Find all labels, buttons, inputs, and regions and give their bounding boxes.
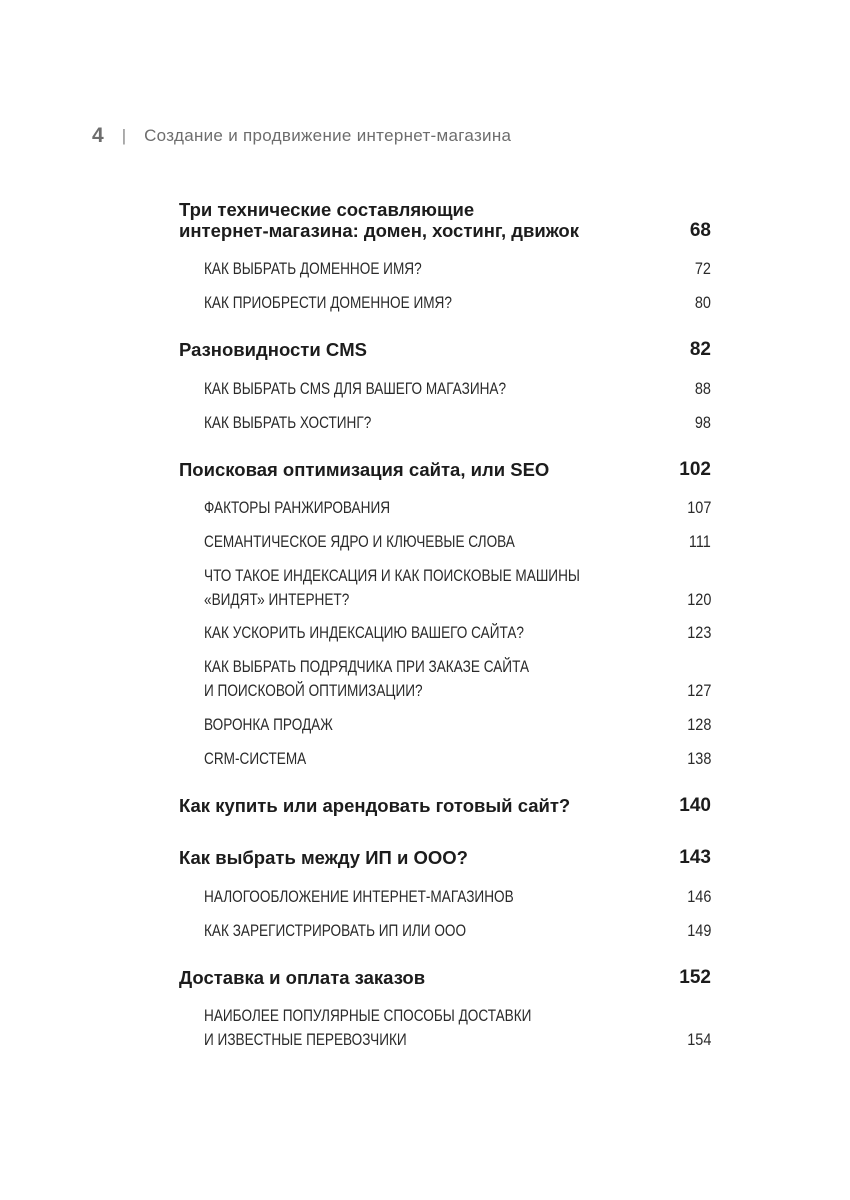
- toc-chapter-title: [179, 795, 711, 816]
- toc-section[interactable]: [204, 291, 711, 315]
- toc-chapter-title: [179, 847, 711, 868]
- toc-title-line: ВОРОНКА ПРОДАЖ: [204, 715, 333, 734]
- toc-section[interactable]: [204, 564, 711, 612]
- toc-section[interactable]: [204, 713, 711, 737]
- toc-section-title: [204, 496, 610, 520]
- toc-title-line: Поисковая оптимизация сайта, или SEO: [179, 459, 550, 480]
- toc-page-number: 154: [686, 1030, 711, 1049]
- toc-section-title: [204, 713, 610, 737]
- toc-chapter[interactable]: [179, 459, 711, 480]
- toc-page-number: 127: [686, 681, 711, 700]
- toc-title-line: И ПОИСКОВОЙ ОПТИМИЗАЦИИ?: [204, 681, 423, 700]
- toc-section-title: [204, 621, 610, 645]
- toc-page-number: 152: [679, 967, 711, 988]
- toc-section-title: [204, 291, 610, 315]
- toc-title-line: ФАКТОРЫ РАНЖИРОВАНИЯ: [204, 498, 391, 517]
- toc-title-line: И ИЗВЕСТНЫЕ ПЕРЕВОЗЧИКИ: [204, 1030, 407, 1049]
- toc-page-number: 111: [689, 532, 711, 551]
- toc-section-title: [204, 257, 610, 281]
- toc-chapter[interactable]: [179, 199, 711, 241]
- toc-title-line: СЕМАНТИЧЕСКОЕ ЯДРО И КЛЮЧЕВЫЕ СЛОВА: [204, 532, 515, 551]
- toc-section-title: [204, 564, 610, 612]
- toc-page-number: 138: [686, 749, 711, 768]
- toc-title-line: Три технические составляющие: [179, 199, 475, 220]
- page-number: 4: [92, 124, 104, 147]
- toc-section[interactable]: [204, 530, 711, 554]
- toc-title-line: Как купить или арендовать готовый сайт?: [179, 795, 571, 816]
- toc-section[interactable]: [204, 411, 711, 435]
- toc-page-number: 102: [679, 459, 711, 480]
- toc-page-number: 146: [686, 887, 711, 906]
- toc-section-title: [204, 377, 610, 401]
- toc-title-line: НАИБОЛЕЕ ПОПУЛЯРНЫЕ СПОСОБЫ ДОСТАВКИ: [204, 1006, 532, 1025]
- toc-section[interactable]: [204, 885, 711, 909]
- toc-page-number: 128: [686, 715, 711, 734]
- toc-chapter[interactable]: [179, 967, 711, 988]
- toc-section-title: [204, 530, 610, 554]
- toc-section[interactable]: [204, 1004, 711, 1052]
- toc-chapter-title: [179, 967, 711, 988]
- toc-section-title: [204, 411, 610, 435]
- toc-title-line: Разновидности CMS: [179, 339, 367, 360]
- toc-section[interactable]: [204, 747, 711, 771]
- toc-section[interactable]: [204, 377, 711, 401]
- toc-section-title: [204, 655, 610, 703]
- toc-title-line: КАК ПРИОБРЕСТИ ДОМЕННОЕ ИМЯ?: [204, 293, 452, 312]
- toc-title-line: ЧТО ТАКОЕ ИНДЕКСАЦИЯ И КАК ПОИСКОВЫЕ МАШИНЫ: [204, 566, 580, 585]
- toc-chapter-title: [179, 339, 711, 360]
- toc-title-line: интернет-магазина: домен, хостинг, движок: [179, 220, 579, 241]
- toc-chapter-title: [179, 459, 711, 480]
- toc-section[interactable]: [204, 621, 711, 645]
- toc-page-number: 140: [679, 795, 711, 816]
- toc-page-number: 88: [694, 379, 711, 398]
- toc-title-line: Как выбрать между ИП и ООО?: [179, 847, 468, 868]
- toc-page-number: 98: [694, 413, 711, 432]
- toc-page-number: 82: [689, 339, 711, 360]
- toc-page-number: 68: [689, 220, 711, 241]
- toc-page-number: 149: [686, 921, 711, 940]
- toc-section-title: [204, 747, 610, 771]
- toc-title-line: «ВИДЯТ» ИНТЕРНЕТ?: [204, 590, 350, 609]
- toc-chapter[interactable]: [179, 339, 711, 360]
- toc-page-number: 120: [686, 590, 711, 609]
- toc-page-number: 123: [686, 623, 711, 642]
- toc-chapter[interactable]: [179, 847, 711, 868]
- toc-title-line: КАК ВЫБРАТЬ ХОСТИНГ?: [204, 413, 372, 432]
- toc-section-title: [204, 919, 610, 943]
- toc-page-number: 107: [686, 498, 711, 517]
- toc-title-line: КАК ЗАРЕГИСТРИРОВАТЬ ИП ИЛИ ООО: [204, 921, 467, 940]
- toc-title-line: КАК ВЫБРАТЬ CMS ДЛЯ ВАШЕГО МАГАЗИНА?: [204, 379, 507, 398]
- header-separator: |: [121, 126, 127, 145]
- toc-title-line: КАК ВЫБРАТЬ ДОМЕННОЕ ИМЯ?: [204, 259, 422, 278]
- book-title: Создание и продвижение интернет-магазина: [144, 126, 512, 145]
- toc-title-line: НАЛОГООБЛОЖЕНИЕ ИНТЕРНЕТ-МАГАЗИНОВ: [204, 887, 514, 906]
- toc-section-title: [204, 885, 610, 909]
- toc-section[interactable]: [204, 655, 711, 703]
- toc-title-line: КАК ВЫБРАТЬ ПОДРЯДЧИКА ПРИ ЗАКАЗЕ САЙТА: [204, 657, 530, 676]
- toc-section[interactable]: [204, 919, 711, 943]
- toc-chapter[interactable]: [179, 795, 711, 816]
- toc-section[interactable]: [204, 496, 711, 520]
- toc-title-line: Доставка и оплата заказов: [179, 967, 426, 988]
- toc-page-number: 80: [694, 293, 711, 312]
- toc-page-number: 143: [679, 847, 711, 868]
- toc-page-number: 72: [694, 259, 711, 278]
- toc-section-title: [204, 1004, 610, 1052]
- toc-section[interactable]: [204, 257, 711, 281]
- toc-title-line: CRM-СИСТЕМА: [204, 749, 307, 768]
- toc-chapter-title: [179, 199, 711, 241]
- toc-title-line: КАК УСКОРИТЬ ИНДЕКСАЦИЮ ВАШЕГО САЙТА?: [204, 623, 524, 642]
